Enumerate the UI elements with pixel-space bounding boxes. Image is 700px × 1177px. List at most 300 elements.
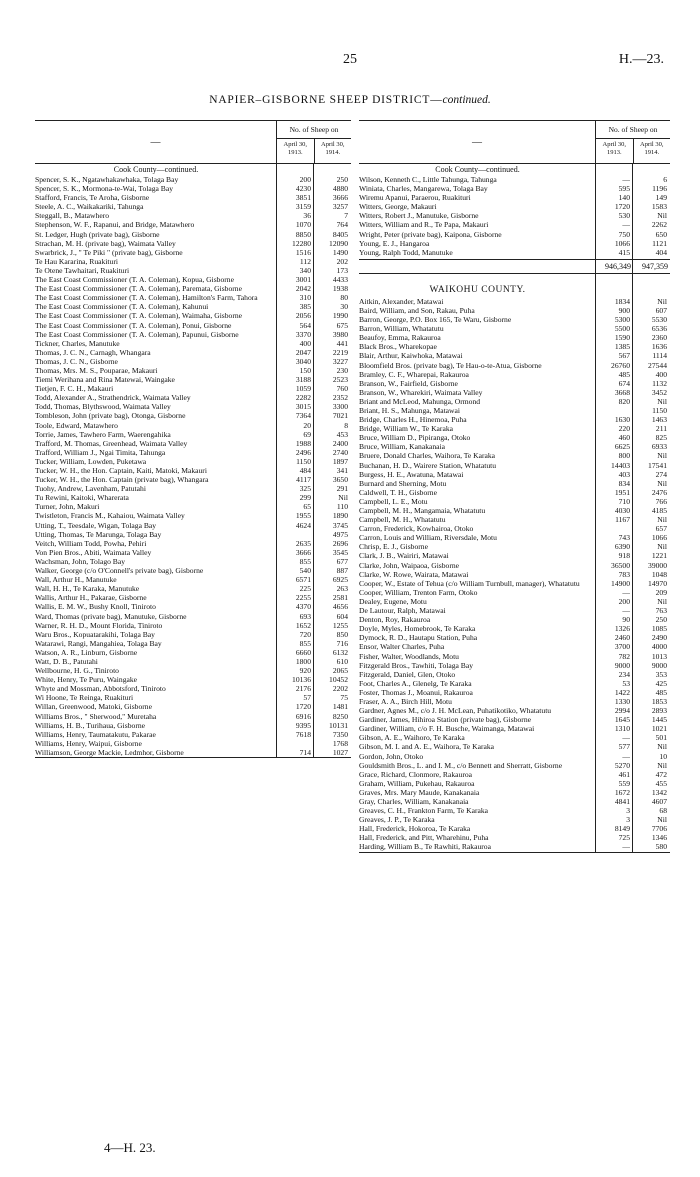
sheep-1914-cell: 2219: [332, 347, 348, 357]
owner-cell: Spencer, S. K., Mormona-te-Wai, Tolaga Bay: [35, 184, 174, 194]
table-row: [359, 824, 670, 833]
sheep-1914-cell: 211: [655, 424, 667, 434]
sheep-1913-cell: 1720: [614, 202, 630, 212]
table-row: [359, 388, 670, 397]
page-footer: 4—H. 23.: [104, 1140, 156, 1155]
owner-cell: Williams, Henry, Waipui, Gisborne: [35, 738, 142, 748]
table-row: [359, 202, 670, 211]
owner-cell: Tu Rewini, Kaitoki, Wharerata: [35, 493, 129, 503]
sheep-1913-cell: 4030: [614, 506, 630, 515]
sheep-1913-cell: 1330: [614, 696, 630, 706]
owner-cell: Greaves, C. H., Frankton Farm, Te Karaka: [359, 806, 489, 816]
right-table: [359, 120, 670, 853]
sheep-1913-cell: 4370: [295, 602, 311, 612]
sheep-1913-cell: 26760: [611, 360, 630, 370]
sheep-1913-cell: 5300: [614, 315, 630, 325]
owner-cell: Williams, Henry, Taumatakutu, Pakarae: [35, 729, 156, 739]
owner-cell: Whyte and Mossman, Abbotsford, Tiniroto: [35, 684, 166, 694]
sheep-1913-cell: 1720: [295, 702, 311, 712]
sheep-1913-cell: —: [622, 733, 630, 743]
owner-cell: Gibson, M. I. and A. E., Waihora, Te Karaka: [359, 742, 495, 752]
sheep-1913-cell: 3: [626, 815, 630, 825]
owner-cell: Wachsman, John, Tolago Bay: [35, 556, 126, 566]
table-row: [35, 657, 351, 666]
sheep-1913-cell: 1645: [614, 715, 630, 725]
owner-cell: Barron, George, P.O. Box 165, Te Waru, Gisborne: [359, 315, 512, 325]
owner-cell: Wilson, Kenneth C., Little Tahunga, Tahunga: [359, 175, 497, 184]
owner-cell: Twistleton, Francis M., Kahaiou, Waimata Valley: [35, 511, 185, 521]
sheep-1914-cell: 1490: [332, 247, 348, 257]
table-row: [359, 239, 670, 248]
sheep-1914-cell: 17541: [648, 460, 667, 470]
table-row: [35, 284, 351, 293]
table-row: [359, 761, 670, 770]
sheep-1914-cell: 1085: [651, 624, 667, 634]
table-row: [35, 457, 351, 466]
sheep-1913-cell: 2460: [614, 633, 630, 643]
sheep-1913-cell: 400: [299, 338, 311, 348]
sheep-1913-cell: 1590: [614, 333, 630, 343]
sheep-1913-cell: 8850: [295, 229, 311, 239]
sheep-1914-cell: 2202: [332, 684, 348, 694]
table-row: [35, 311, 351, 320]
row-list: [359, 297, 670, 852]
sheep-1913-cell: 834: [618, 478, 630, 488]
owner-cell: Tiemi Werihana and Rina Matewai, Waingake: [35, 375, 175, 385]
table-row: [35, 748, 351, 757]
sheep-1914-cell: Nil: [657, 296, 667, 306]
sheep-1913-cell: [277, 739, 314, 748]
owner-cell: Gardner, Agnes M., c/o J. H. McLean, Puhatikotiko, Whatatutu: [359, 706, 552, 716]
table-row: [35, 239, 351, 248]
table-row: [35, 484, 351, 493]
sheep-1913-cell: 299: [299, 493, 311, 503]
sheep-1913-cell: 2056: [295, 311, 311, 321]
table-row: [359, 724, 670, 733]
header-label: No. of Sheep on: [596, 121, 670, 139]
owner-cell: Bruere, Donald Charles, Waihora, Te Karaka: [359, 451, 496, 461]
sheep-1914-cell: 1132: [652, 378, 667, 388]
table-row: [359, 515, 670, 524]
sheep-1914-cell: 341: [336, 466, 348, 475]
owner-cell: Greaves, J. P., Te Karaka: [359, 815, 435, 825]
sheep-1914-cell: 1114: [652, 351, 667, 361]
sheep-1914-cell: 1768: [332, 738, 348, 748]
table-row: [35, 593, 351, 602]
table-row: [359, 488, 670, 497]
table-header: [359, 120, 670, 164]
owner-cell: The East Coast Commissioner (T. A. Coleman), Ponui, Gisborne: [35, 320, 232, 330]
section-heading: Cook County—continued.: [113, 165, 199, 174]
sheep-1914-cell: 2352: [332, 393, 348, 403]
table-row: [359, 624, 670, 633]
table-row: [35, 202, 351, 211]
owner-cell: Blair, Arthur, Kaiwhoka, Matawai: [359, 351, 463, 361]
table-row: [35, 539, 351, 548]
sheep-1914-cell: 4975: [332, 529, 348, 539]
owner-cell: Clarke, W. Rowe, Wairata, Matawai: [359, 569, 469, 579]
sheep-1914-cell: 4433: [332, 275, 348, 285]
sheep-1914-cell: 10131: [329, 720, 348, 730]
table-row: [359, 770, 670, 779]
total-1914: 947,359: [642, 261, 668, 271]
sheep-1914-cell: 2262: [651, 220, 667, 230]
sheep-1913-cell: 14900: [611, 578, 630, 588]
owner-cell: Williams Bros., " Sherwood," Muretaha: [35, 711, 157, 721]
table-row: [35, 175, 351, 184]
owner-cell: Fitzgerald, Daniel, Glen, Otoko: [359, 669, 456, 679]
sheep-1913-cell: 800: [618, 451, 630, 461]
table-row: [359, 633, 670, 642]
table-row: [359, 542, 670, 551]
table-row: [359, 670, 670, 679]
sheep-1914-cell: 3545: [332, 547, 348, 557]
sheep-1913-cell: 674: [618, 378, 630, 388]
sheep-1914-cell: 425: [655, 678, 667, 688]
sheep-1913-cell: 782: [618, 651, 630, 661]
table-row: [35, 739, 351, 748]
sheep-1914-cell: 4607: [651, 797, 667, 806]
sheep-1913-cell: 5500: [614, 324, 630, 334]
sheep-1914-cell: 1990: [332, 311, 348, 321]
owner-cell: Todd, Alexander A., Strathendrick, Waimata Valley: [35, 393, 191, 403]
table-row: [359, 679, 670, 688]
table-row: [359, 406, 670, 415]
total-1913: 946,349: [605, 261, 631, 271]
table-row: [359, 248, 670, 257]
sheep-1913-cell: 855: [299, 556, 311, 566]
owner-cell: Tietjen, F. C. H., Makauri: [35, 384, 114, 394]
table-row: [35, 502, 351, 511]
owner-cell: Te Otene Tawhaitari, Ruakituri: [35, 265, 130, 275]
sheep-1913-cell: 20: [303, 420, 311, 430]
sheep-1914-cell: 3452: [651, 387, 667, 397]
sheep-1913-cell: 900: [618, 305, 630, 315]
page-number: 25: [343, 52, 357, 67]
sheep-1913-cell: 1385: [614, 342, 630, 352]
owner-cell: The East Coast Commissioner (T. A. Coleman), Hamilton's Farm, Tahora: [35, 293, 258, 303]
header-1913: April 30, 1913.: [277, 139, 315, 163]
owner-cell: Buchanan, H. D., Wairere Station, Whatatutu: [359, 460, 497, 470]
sheep-1914-cell: 1048: [651, 569, 667, 579]
sheep-1914-cell: 274: [655, 469, 667, 479]
sheep-1914-cell: Nil: [657, 596, 667, 606]
sheep-1913-cell: 567: [618, 351, 630, 361]
table-row: [359, 442, 670, 451]
sheep-1913-cell: 1516: [295, 247, 311, 257]
sheep-1914-cell: 760: [336, 384, 348, 394]
sheep-1913-cell: 8149: [614, 824, 630, 834]
sheep-1914-cell: 1938: [332, 284, 348, 294]
sheep-1914-cell: 6132: [332, 647, 348, 657]
owner-cell: Wallis, E. M. W., Bushy Knoll, Tiniroto: [35, 602, 156, 612]
sheep-1914-cell: 10: [659, 751, 667, 761]
table-row: [35, 548, 351, 557]
sheep-1914-cell: 30: [340, 302, 348, 312]
sheep-1914-cell: 4185: [651, 506, 667, 515]
sheep-1913-cell: 1652: [295, 620, 311, 630]
table-row: [35, 357, 351, 366]
owner-cell: Tucker, William, Lowden, Puketawa: [35, 456, 147, 466]
sheep-1913-cell: 12280: [292, 238, 311, 248]
owner-cell: Witters, Robert J., Manutuke, Gisborne: [359, 211, 479, 221]
table-row: [35, 430, 351, 439]
sheep-1913-cell: 220: [618, 424, 630, 434]
sheep-1913-cell: 6916: [295, 711, 311, 721]
sheep-1913-cell: 4841: [614, 797, 630, 806]
sheep-1914-cell: 850: [336, 629, 348, 639]
owner-cell: Young, E. J., Hangaroa: [359, 238, 430, 248]
owner-cell: Doyle, Myles, Homebrook, Te Karaka: [359, 624, 476, 634]
sheep-1914-cell: 764: [336, 220, 348, 230]
table-row: [359, 606, 670, 615]
sheep-1914-cell: 501: [655, 733, 667, 743]
owner-cell: Wi Hoone, Te Reinga, Ruakituri: [35, 693, 134, 703]
sheep-1913-cell: 6390: [614, 542, 630, 552]
sheep-1914-cell: 3650: [332, 475, 348, 485]
sheep-1914-cell: 209: [655, 587, 667, 597]
table-row: [359, 833, 670, 842]
sheep-1913-cell: 325: [299, 484, 311, 494]
sheep-1913-cell: 460: [618, 433, 630, 443]
sheep-1914-cell: 604: [336, 611, 348, 621]
sheep-1914-cell: 1346: [651, 833, 667, 843]
sheep-1913-cell: 920: [299, 666, 311, 676]
owner-cell: Gordon, John, Otoko: [359, 751, 424, 761]
owner-cell: Cooper, William, Trenton Farm, Otoko: [359, 587, 478, 597]
sheep-1914-cell: 2523: [332, 375, 348, 385]
owner-cell: Tucker, W. H., the Hon. Captain, Kaiti, Matoki, Makauri: [35, 466, 207, 475]
table-row: [35, 393, 351, 402]
sheep-1913-cell: 743: [618, 533, 630, 543]
sheep-1913-cell: 1059: [295, 384, 311, 394]
owner-cell: Carron, Louis and William, Riversdale, Motu: [359, 533, 497, 543]
document-reference: H.—23.: [618, 52, 664, 67]
table-row: [359, 451, 670, 460]
owner-cell: Beaufoy, Emma, Rakauroa: [359, 333, 441, 343]
sheep-1913-cell: 1951: [614, 487, 630, 497]
sheep-1914-cell: 3257: [332, 202, 348, 212]
table-row: [35, 612, 351, 621]
sheep-1914-cell: 80: [340, 293, 348, 303]
sheep-1914-cell: 580: [655, 842, 667, 852]
owner-cell: Willan, Greenwood, Matoki, Gisborne: [35, 702, 152, 712]
sheep-1914-cell: 825: [655, 433, 667, 443]
sheep-1914-cell: 250: [336, 175, 348, 184]
owner-cell: White, Henry, Te Puru, Waingake: [35, 675, 138, 685]
table-row: [359, 597, 670, 606]
header-dash: —: [472, 137, 482, 148]
table-row: [359, 815, 670, 824]
sheep-1913-cell: 4230: [295, 184, 311, 194]
owner-cell: Young, Ralph Todd, Manutuke: [359, 247, 453, 257]
row-list: [359, 175, 670, 257]
sheep-1914-cell: 9000: [651, 660, 667, 670]
sheep-1914-cell: 441: [336, 338, 348, 348]
owner-cell: Bruce, William, Kanakanaia: [359, 442, 446, 452]
total-row: [359, 259, 670, 274]
table-row: [35, 257, 351, 266]
sheep-1914-cell: 250: [655, 615, 667, 625]
owner-cell: Wall, H. H., Te Karaka, Manutuke: [35, 584, 140, 594]
sheep-1914-cell: 675: [336, 320, 348, 330]
sheep-1914-cell: 453: [336, 429, 348, 439]
table-row: [35, 602, 351, 611]
sheep-1914-cell: 1021: [651, 724, 667, 734]
table-row: [35, 693, 351, 702]
table-row: [359, 797, 670, 806]
sheep-1913-cell: 820: [618, 396, 630, 406]
table-row: [359, 842, 670, 851]
sheep-1913-cell: 200: [299, 175, 311, 184]
table-row: [359, 715, 670, 724]
sheep-1914-cell: 7350: [332, 729, 348, 739]
sheep-1914-cell: 1121: [652, 238, 667, 248]
owner-cell: Bramley, C. F., Wharepai, Rakauroa: [359, 369, 469, 379]
sheep-1914-cell: 263: [336, 584, 348, 594]
sheep-1914-cell: 2360: [651, 333, 667, 343]
sheep-1913-cell: 2496: [295, 447, 311, 457]
owner-cell: Briant, H. S., Mahunga, Matawai: [359, 405, 461, 415]
sheep-1914-cell: Nil: [657, 815, 667, 825]
table-row: [359, 570, 670, 579]
table-row: [35, 584, 351, 593]
sheep-1914-cell: 1481: [332, 702, 348, 712]
table-row: [35, 675, 351, 684]
sheep-1914-cell: 485: [655, 687, 667, 697]
owner-cell: Wall, Arthur H., Manutuke: [35, 575, 117, 585]
owner-cell: Caldwell, T. H., Gisborne: [359, 487, 437, 497]
table-row: [359, 361, 670, 370]
owner-cell: Fitzgerald Bros., Tawhiti, Tolaga Bay: [359, 660, 474, 670]
sheep-1913-cell: 693: [299, 611, 311, 621]
table-row: [359, 551, 670, 560]
owner-cell: Witters, George, Makauri: [359, 202, 437, 212]
sheep-1913-cell: 57: [303, 693, 311, 703]
sheep-1913-cell: 3040: [295, 356, 311, 366]
owner-cell: Wallis, Arthur H., Pakarae, Gisborne: [35, 593, 147, 603]
owner-cell: Campbell, M. H., Mangamaia, Whatatutu: [359, 506, 486, 515]
owner-cell: Watt, D. B., Patutahi: [35, 656, 98, 666]
table-row: [35, 530, 351, 539]
sheep-1913-cell: 714: [299, 747, 311, 757]
sheep-1913-cell: 385: [299, 302, 311, 312]
sheep-1914-cell: 1150: [652, 405, 667, 415]
sheep-1914-cell: 39000: [648, 560, 667, 570]
sheep-1914-cell: 12090: [329, 238, 348, 248]
owner-cell: Carron, Frederick, Kowhairoa, Otoko: [359, 524, 474, 534]
sheep-1914-cell: 2581: [332, 593, 348, 603]
sheep-1913-cell: —: [622, 587, 630, 597]
table-row: [35, 348, 351, 357]
sheep-1913-cell: 53: [622, 678, 630, 688]
owner-cell: Swarbrick, J., " Te Piki " (private bag), Gisborne: [35, 247, 183, 257]
sheep-1914-cell: Nil: [657, 760, 667, 770]
sheep-1913-cell: 3370: [295, 329, 311, 339]
table-row: [35, 220, 351, 229]
sheep-1914-cell: 4000: [651, 642, 667, 652]
table-row: [359, 306, 670, 315]
table-row: [35, 493, 351, 502]
sheep-1913-cell: 3666: [295, 547, 311, 557]
sheep-1914-cell: 2400: [332, 438, 348, 448]
sheep-1913-cell: 6660: [295, 647, 311, 657]
owner-cell: Wellbourne, H. G., Tiniroto: [35, 666, 119, 676]
table-row: [359, 193, 670, 202]
table-row: [35, 384, 351, 393]
owner-cell: Fraser, A. A., Birch Hill, Motu: [359, 696, 452, 706]
owner-cell: Torrie, James, Tawhero Farm, Waerengahika: [35, 429, 171, 439]
sheep-1913-cell: 2994: [614, 706, 630, 716]
sheep-1913-cell: 4117: [296, 475, 311, 485]
owner-cell: Gardiner, William, c/o F. H. Busche, Waimanga, Matawai: [359, 724, 535, 734]
sheep-1913-cell: 340: [299, 265, 311, 275]
table-row: [359, 297, 670, 306]
owner-cell: Foot, Charles A., Glenelg, Te Karaka: [359, 678, 472, 688]
sheep-1914-cell: 1027: [332, 747, 348, 757]
table-row: [359, 230, 670, 239]
owner-cell: Tuohy, Andrew, Lavenham, Patutahi: [35, 484, 146, 494]
owner-cell: Dymock, R. D., Hautapu Station, Puha: [359, 633, 478, 643]
owner-cell: Ensor, Walter Charles, Puha: [359, 642, 445, 652]
sheep-1914-cell: 110: [336, 502, 348, 512]
table-body: [359, 164, 670, 853]
sheep-1913-cell: 36: [303, 211, 311, 221]
sheep-1913-cell: 3851: [295, 193, 311, 203]
sheep-1914-cell: 472: [655, 769, 667, 779]
sheep-1913-cell: 3700: [614, 642, 630, 652]
owner-cell: Clark, J. B., Wairiri, Matawai: [359, 551, 449, 561]
header-1914: April 30, 1914.: [321, 141, 345, 156]
header-dash: —: [150, 137, 161, 148]
owner-cell: Utting, Thomas, Te Marunga, Tolaga Bay: [35, 529, 162, 539]
table-row: [35, 184, 351, 193]
sheep-1913-cell: 1800: [295, 656, 311, 666]
table-row: [359, 397, 670, 406]
owner-cell: Grace, Richard, Clonmore, Rakauroa: [359, 769, 473, 779]
sheep-1913-cell: 2176: [295, 684, 311, 694]
table-row: [359, 351, 670, 360]
sheep-1913-cell: 140: [618, 193, 630, 203]
sheep-1914-cell: 8: [344, 420, 348, 430]
sheep-1913-cell: 7364: [295, 411, 311, 421]
table-row: [35, 339, 351, 348]
sheep-1914-cell: 6536: [651, 324, 667, 334]
sheep-1913-cell: 1070: [295, 220, 311, 230]
sheep-1913-cell: 6625: [614, 442, 630, 452]
owner-cell: The East Coast Commissioner (T. A. Coleman), Waimaha, Gisborne: [35, 311, 243, 321]
sheep-1914-cell: 766: [655, 496, 667, 506]
sheep-1914-cell: 610: [336, 656, 348, 666]
sheep-1913-cell: 112: [299, 256, 311, 266]
sheep-1913-cell: 5270: [614, 760, 630, 770]
owner-cell: Utting, T., Teesdale, Wigan, Tolaga Bay: [35, 520, 157, 530]
table-row: [359, 652, 670, 661]
sheep-1913-cell: 564: [299, 320, 311, 330]
sheep-1913-cell: 1988: [295, 438, 311, 448]
table-row: [35, 475, 351, 484]
table-row: [359, 184, 670, 193]
sheep-1914-cell: 1583: [651, 202, 667, 212]
sheep-1913-cell: 200: [618, 596, 630, 606]
sheep-1914-cell: 1636: [651, 342, 667, 352]
table-row: [359, 370, 670, 379]
owner-cell: Hall, Frederick, Hokoroa, Te Karaka: [359, 824, 471, 834]
owner-cell: Graves, Mrs. Mary Maude, Kanakanaia: [359, 787, 480, 797]
sheep-1914-cell: 1463: [651, 415, 667, 425]
table-row: [359, 324, 670, 333]
table-row: [359, 211, 670, 220]
